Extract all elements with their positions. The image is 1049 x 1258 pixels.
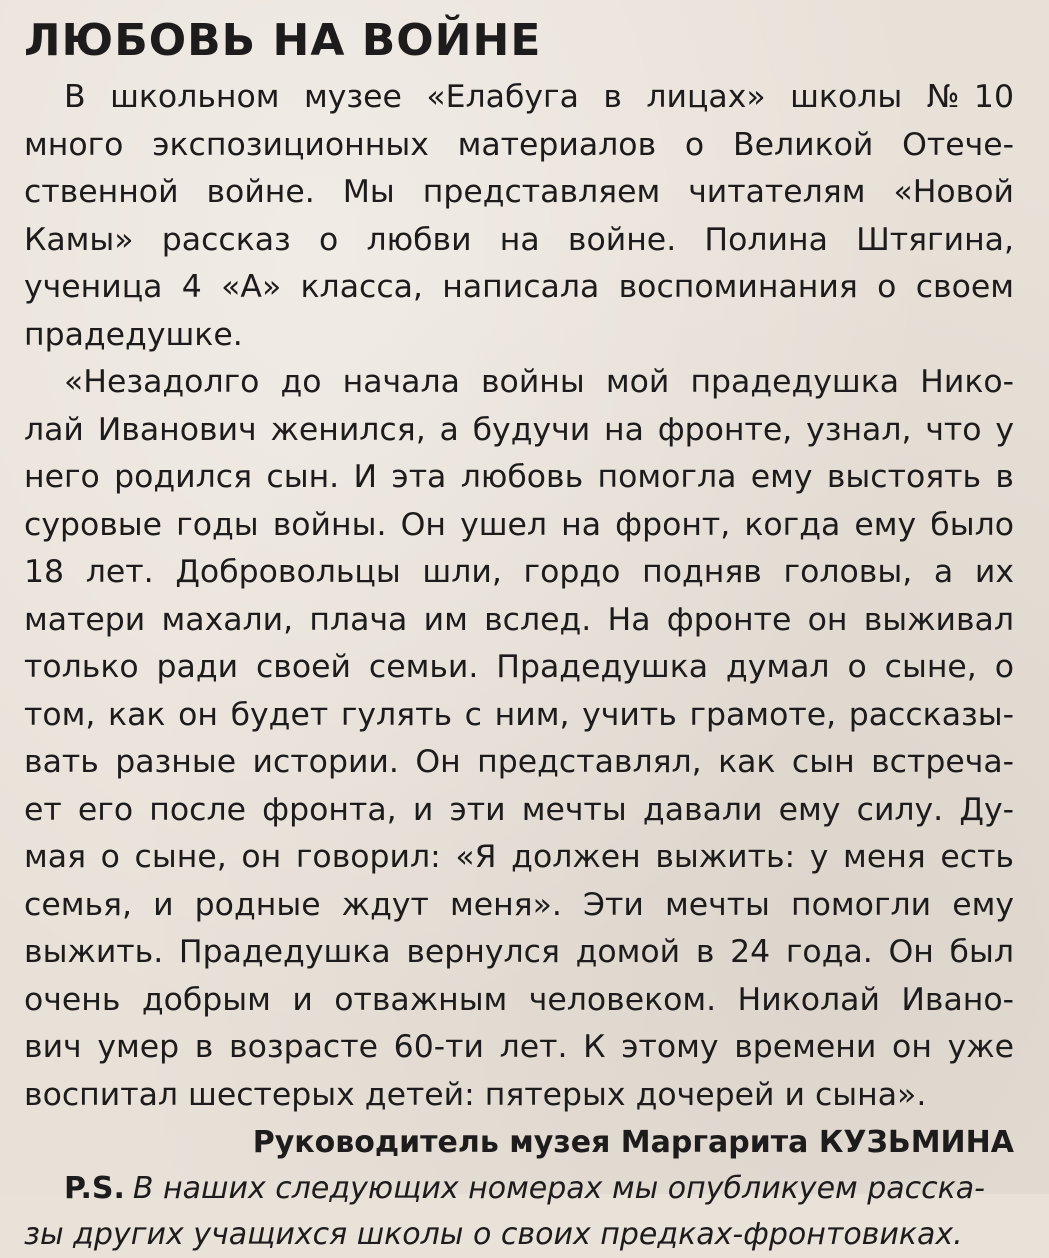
text-line: него родился сын. И эта любовь помогла ему выстоять в xyxy=(24,459,1014,495)
postscript-text: В наших следующих номерах мы опубликуем расска- xyxy=(132,1171,985,1206)
text-line: ственной войне. Мы представляем читателям «Новой xyxy=(24,174,1014,210)
author-signature: Руководитель музея Маргарита КУЗЬМИНА xyxy=(252,1125,1014,1160)
postscript xyxy=(24,1166,1014,1258)
text-line: прадедушке. xyxy=(24,316,243,353)
text-line: лай Иванович женился, а будучи на фронте, узнал, что у xyxy=(24,411,1014,448)
text-line: суровые годы войны. Он ушел на фронт, когда ему было xyxy=(24,506,1014,543)
text-line: только ради своей семьи. Прадедушка думал о сыне, о xyxy=(24,649,1014,685)
text-line: «Незадолго до начала войны мой прадедушка Нико- xyxy=(64,364,1014,400)
text-line: В школьном музее «Елабуга в лицах» школы №10 xyxy=(64,79,1014,115)
text-line: мая о сыне, он говорил: «Я должен выжить: у меня есть xyxy=(24,839,1014,875)
text-line: 18 лет. Добровольцы шли, гордо подняв головы, а их xyxy=(24,554,1014,590)
text-line: матери махали, плача им вслед. На фронте он выживал xyxy=(24,601,1014,638)
article xyxy=(24,8,1014,1258)
postscript-line xyxy=(24,1166,1014,1212)
text-line: выжить. Прадедушка вернулся домой в 24 года. Он был xyxy=(24,934,1014,970)
text-line: воспитал шестерых детей: пятерых дочерей и сына». xyxy=(24,1076,927,1113)
text-line: Камы» рассказ о любви на войне. Полина Штягина, xyxy=(24,221,1014,258)
text-line: много экспозиционных материалов о Великой Отече- xyxy=(24,126,1014,163)
article-headline: ЛЮБОВЬ НА ВОЙНЕ xyxy=(24,15,542,66)
postscript-label: P.S. xyxy=(64,1171,125,1206)
text-line: очень добрым и отважным человеком. Николай Ивано- xyxy=(24,981,1014,1018)
postscript-line: зы других учащихся школы о своих предках-фронтовиках. xyxy=(24,1217,963,1252)
text-line: ет его после фронта, и эти мечты давали ему силу. Ду- xyxy=(24,791,1014,828)
text-line: вать разные истории. Он представлял, как сын встреча- xyxy=(24,744,1014,780)
text-line: вич умер в возрасте 60-ти лет. К этому времени он уже xyxy=(24,1029,1014,1065)
text-line: ученица 4 «А» класса, написала воспоминания о своем xyxy=(24,269,1014,305)
story-paragraph xyxy=(24,359,1014,1119)
intro-paragraph xyxy=(24,74,1014,359)
text-line: семья, и родные ждут меня». Эти мечты помогли ему xyxy=(24,886,1014,923)
text-line: том, как он будет гулять с ним, учить грамоте, рассказы- xyxy=(24,696,1014,733)
